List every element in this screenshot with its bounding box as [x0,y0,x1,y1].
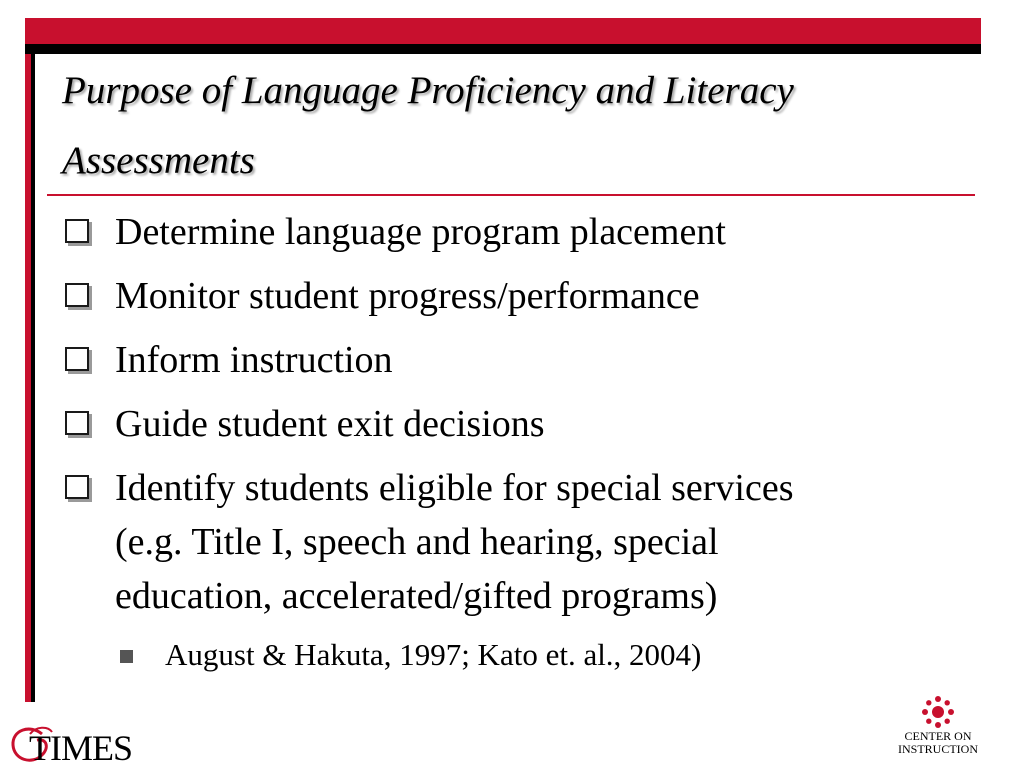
center-on-instruction-logo [888,696,988,766]
bullet-text: Guide student exit decisions [115,403,545,445]
left-decorative-bar [25,54,35,702]
starburst-icon [922,696,954,728]
bullet-item [62,333,962,387]
bullet-item [62,397,962,451]
center-logo-text [888,730,988,756]
top-black-line [25,46,981,48]
bullet-list [62,205,962,677]
sub-bullet-citation [62,633,962,677]
slide-title-line-1: Purpose of Language Proficiency and Literacy [62,69,794,112]
hollow-square-icon [65,219,89,243]
hollow-square-icon [65,283,89,307]
slide-title [62,56,962,196]
bullet-text-line-2: (e.g. Title I, speech and hearing, special [115,521,719,563]
hollow-square-icon [65,475,89,499]
bullet-item-special-services [62,461,962,623]
bullet-item [62,269,962,323]
title-divider [47,194,975,196]
bullet-text: Inform instruction [115,339,393,381]
bullet-text-line-1: Identify students eligible for special services [115,467,794,509]
bullet-text-line-3: education, accelerated/gifted programs) [115,575,718,617]
left-red-stripe [25,54,31,702]
filled-square-icon [120,650,133,663]
bullet-text: Monitor student progress/performance [115,275,700,317]
top-decorative-bar [25,18,981,54]
center-logo-line-1: CENTER ON [904,729,972,743]
top-red-stripe [25,18,981,44]
bullet-text: Determine language program placement [115,211,726,253]
citation-text: August & Hakuta, 1997; Kato et. al., 2004) [165,637,702,672]
times-logo-text: TIMES [29,728,132,768]
hollow-square-icon [65,411,89,435]
hollow-square-icon [65,347,89,371]
bullet-item [62,205,962,259]
center-logo-line-2: INSTRUCTION [898,742,978,756]
slide-title-line-2: Assessments [62,139,255,182]
